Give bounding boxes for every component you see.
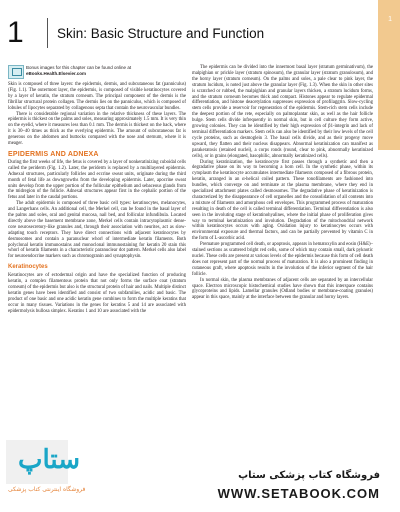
online-note-text: Bonus images for this chapter can be found online at <box>26 65 132 70</box>
paragraph: In normal skin, the plasma membranes of adjacent cells are separated by an intercellular space. Electron microscopic histochemical studies have shown that this interspace contains glycoproteins and lipids. Lamellar granules (Odland bodies or membrane-coating granules) appear in this space, mainly at the interface between the granular and horny layers. <box>192 277 373 301</box>
left-column <box>8 65 186 315</box>
right-column <box>192 65 373 301</box>
site-url[interactable]: WWW.SETABOOK.COM <box>217 486 380 501</box>
page-header <box>0 0 400 66</box>
setabook-logo <box>6 440 86 500</box>
title-divider <box>47 18 48 48</box>
section-heading: EPIDERMIS AND ADNEXA <box>8 150 99 158</box>
paragraph: There is considerable regional variation in the relative thickness of these layers. The epidermis is thickest on the palms and soles, measuring approximately 1.5 mm. It is very thin on the eyelid, where it measures less than 0.1 mm. The dermis is thickest on the back, where it is 30–40 times as thick as the overlying epidermis. The amount of subcutaneous fat is generous on the abdomen and buttocks compared with the nose and sternum, where it is meager. <box>8 111 186 147</box>
paragraph: Skin is composed of three layers: the epidermis, dermis, and subcutaneous fat (panniculus) (Fig. 1.1). The outermost layer, the epidermis, is composed of visible keratinocytes covered by a layer of keratin, the stratum corneum. The principal component of the dermis is the fibrillar structural protein collagen. The dermis lies on the panniculus, which is composed of lobules of lipocytes separated by collagenous septa that contain the neurovascular bundles. <box>8 82 186 111</box>
logo-wordmark: ستاپ <box>18 444 81 474</box>
chapter-side-tab <box>378 0 400 150</box>
paragraph: During keratinization, the keratinocyte first passes through a synthetic and then a degradative phase on its way to becoming a horn cell. In the synthetic phase, within its cytoplasm the keratinocyte accumulates intermediate filaments composed of a fibrous protein, keratin, arranged in an α-helical coiled pattern. These tonofilaments are fashioned into bundles, which converge on and terminate at the plasma membrane, where they end in specialized attachment plates called desmosomes. The degradative phase of keratinization is characterized by the disappearance of cell organelles and the consolidation of all contents into a mixture of filaments and amorphous cell envelopes. This programmed process of maturation resulting in death of the cell is called terminal differentiation. Terminal differentiation is also seen in the involuting stage of keratinohyalines, where the initial phase of proliferation gives way to terminal keratinization and involution. Degradation of the mitochondrial network within keratinocytes occurs with aging. Oxidation injury to keratinocytes occurs with environmental exposure and thermal factors, and can be partially prevented by vitamin C in the form of L-ascorbic acid. <box>192 159 373 242</box>
chapter-title: Skin: Basic Structure and Function <box>57 26 265 41</box>
paragraph: Keratinocytes are of ectodermal origin and have the specialized function of producing keratin, a complex filamentous protein that not only forms the surface coat (stratum corneum) of the epidermis but also is the structural protein of hair and nails. Multiple distinct keratin genes have been identified and consist of two subfamilies, acidic and basic. The product of one basic and one acidic keratin gene combines to form the multiple keratins that occur in many tissues. Variations in the genes for keratins 5 and 14 are associated with epidermolysis bullosa simplex. Keratins 1 and 10 are associated with the <box>8 273 186 314</box>
online-resource-icon <box>8 65 24 79</box>
chapter-number: 1 <box>7 16 24 49</box>
paragraph: The epidermis can be divided into the innermost basal layer (stratum germinativum), the malpighian or prickle layer (stratum spinosum), the granular layer (stratum granulosum), and the horny layer (stratum corneum). On the palms and soles, a pale clear to pink layer, the stratum lucidum, is noted just above the granular layer (Fig. 1.3). When the skin in other sites is scratched or rubbed, the malpighian and granular layers thicken, a stratum lucidum forms, and the stratum corneum becomes thick and compact. Histones appear to regulate epidermal differentiation, and histone deacetylation suppresses expression of profilaggrin. Slow-cycling stem cells provide a reservoir for regeneration of the epidermis. Stem-rich stem cells include the deepest portion of the rete, especially on palmoplantar skin, as well as the hair follicle bulge. Stem cells divide infrequently in normal skin, but in cell culture they form active, growing colonies. They can be identified by their high expression of β1-integrin and lack of terminal differentiation markers. Stem cells can also be identified by their low levels of the cell cycle proteins, such as desmoglein 3. The basal cells divide, and as their progeny move upward, they flatten and their nucleus disappears. Abnormal keratinization can manifest as parakeratosis (retained nuclei), a corps ronds (round, clear to pink, abnormally keratinized cells), or in grains (elongated, basophilic, abnormally keratinized cells). <box>192 65 373 159</box>
subsection-heading: Keratinocytes <box>8 264 48 271</box>
paragraph: During the first weeks of life, the fetus is covered by a layer of nonkeratinizing cuboidal cells called the periderm (Fig. 1.2). Later, the periderm is replaced by a multilayered epidermis. Adnexal structures, particularly follicles and eccrine sweat units, originate during the third month of fetal life as downgrowths from the developing epidermis. Later, apocrine sweat units develop from the upper portion of the follicular epithelium and sebaceous glands from the midregion of the follicle. Adnexal structures appear first in the cephalic portion of the fetus and later in the caudal portions. <box>8 159 186 201</box>
logo-tagline: فروشگاه اینترنتی کتاب پزشکی <box>8 486 86 493</box>
side-tab-number: 1 <box>388 16 392 23</box>
promo-text: فروشگاه کتاب پزشکی ستاپ <box>238 470 380 481</box>
online-bonus-note <box>8 65 186 79</box>
paragraph: The adult epidermis is composed of three basic cell types: keratinocytes, melanocytes, and Langerhans cells. An additional cell, the Merkel cell, can be found in the basal layer of the palms and soles, oral and genital mucosa, nail bed, and follicular infundibula. Located directly above the basement membrane zone, Merkel cells contain intracytoplasmic dense-core neurosecretory-like granules and, through their association with neurites, act as slow-adapting touch receptors. They have direct connections with adjacent keratinocytes by desmosomes and contain a paranuclear whorl of intermediate keratin filaments. Both polyclonal keratin immunostains and monoclonal immunostaining for keratin 20 stain this whorl of keratin filaments in a characteristic paranuclear dot pattern. Merkel cells also label for neuroendocrine markers such as chromogranin and synaptophysin. <box>8 201 186 260</box>
paragraph: Premature programmed cell death, or apoptosis, appears in hematoxylin and eosin (H&E)–stained sections as scattered bright red cells, some of which may contain small, dark pyknotic nuclei. These cells are present at various levels of the epidermis because this form of cell death does not represent part of the normal process of maturation. It is also a prominent finding in cutaneous graft, where apoptosis results in the involution of the inferior segment of the hair follicle. <box>192 242 373 277</box>
online-url-link[interactable]: eBooks.Health.Elsevier.com <box>26 70 87 76</box>
